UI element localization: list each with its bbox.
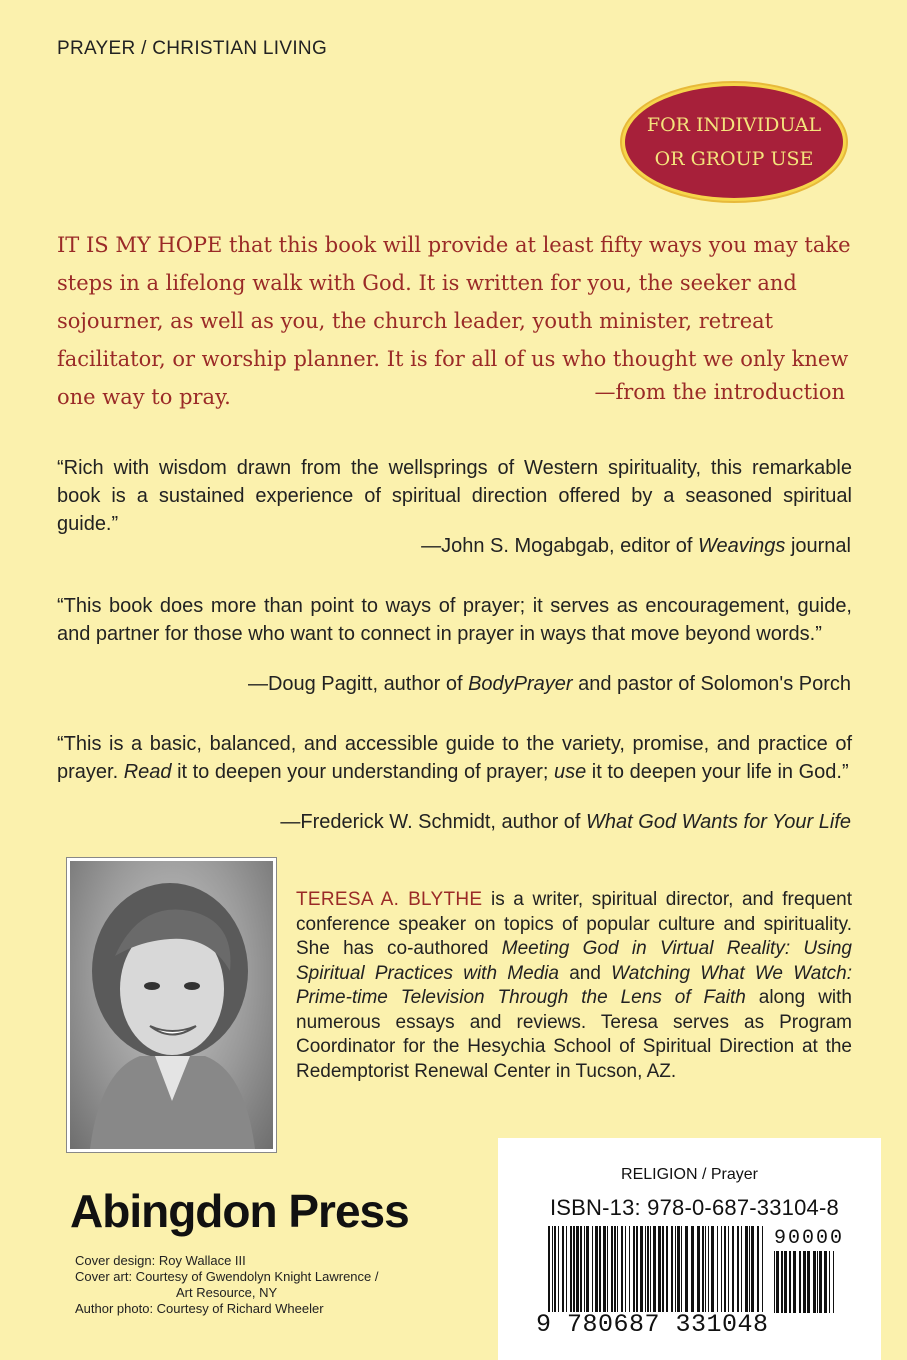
barcode-bar xyxy=(717,1226,718,1312)
attribution-text: —Frederick W. Schmidt, author of xyxy=(280,811,587,833)
author-name: TERESA A. BLYTHE xyxy=(296,889,483,910)
barcode-bar xyxy=(745,1226,748,1312)
barcode-bar xyxy=(705,1226,706,1312)
barcode-bar xyxy=(728,1226,729,1312)
publication-title: Weavings xyxy=(697,535,786,557)
barcode-bar xyxy=(570,1226,572,1312)
barcode-bar xyxy=(724,1226,726,1312)
barcode-bar xyxy=(833,1251,834,1313)
barcode-bar xyxy=(617,1226,618,1312)
barcode-bar xyxy=(614,1226,616,1312)
barcode-bar xyxy=(741,1226,742,1312)
publication-title: BodyPrayer xyxy=(468,673,573,695)
barcode-bar xyxy=(645,1226,646,1312)
barcode-bar xyxy=(580,1226,582,1312)
barcode-bar xyxy=(784,1251,787,1313)
publication-title: What God Wants for Your Life xyxy=(586,811,851,833)
barcode-bar xyxy=(607,1226,608,1312)
badge-line-2: OR GROUP USE xyxy=(654,148,814,170)
barcode-bar xyxy=(817,1251,818,1313)
barcode-digits: 9 780687 331048 xyxy=(536,1310,769,1339)
author-photo xyxy=(66,857,277,1153)
barcode-bar xyxy=(640,1226,643,1312)
barcode-bar xyxy=(685,1226,688,1312)
barcode-bar xyxy=(650,1226,651,1312)
barcode-bar xyxy=(666,1226,668,1312)
barcode-bar xyxy=(621,1226,623,1312)
author-bio xyxy=(296,888,852,1084)
attribution-text: —Doug Pagitt, author of xyxy=(247,673,469,695)
barcode-bar xyxy=(702,1226,704,1312)
credit-photo: Author photo: Courtesy of Richard Wheeler xyxy=(75,1301,324,1316)
endorsement-quote: “This book does more than point to ways of prayer; it serves as encouragement, guide, and partner for those who want to connect in prayer in ways that move beyond words.” xyxy=(57,595,852,645)
price-barcode xyxy=(774,1251,834,1313)
barcode-bar xyxy=(819,1251,822,1313)
barcode-bar xyxy=(691,1226,694,1312)
barcode-bar xyxy=(776,1251,779,1313)
barcode-bar xyxy=(799,1251,801,1313)
credit-art: Cover art: Courtesy of Gwendolyn Knight Lawrence / xyxy=(75,1269,379,1284)
barcode-bar xyxy=(629,1226,630,1312)
bio-text: and xyxy=(559,962,612,984)
barcode-bar xyxy=(592,1226,593,1312)
barcode-bar xyxy=(708,1226,709,1312)
barcode-bar xyxy=(636,1226,638,1312)
bisac-subject: RELIGION / Prayer xyxy=(621,1166,758,1183)
quote-text: it to deepen your understanding of prayer; xyxy=(171,761,554,783)
barcode-bar xyxy=(562,1226,564,1312)
barcode-bar xyxy=(603,1226,606,1312)
barcode-bar xyxy=(789,1251,791,1313)
barcode-bar xyxy=(611,1226,613,1312)
publisher-logo: Abingdon Press xyxy=(70,1185,409,1237)
barcode-bar xyxy=(566,1226,567,1312)
author-portrait-illustration xyxy=(70,861,273,1149)
barcode-bar xyxy=(807,1251,810,1313)
attribution-text: journal xyxy=(785,535,851,557)
endorsement-quote: “Rich with wisdom drawn from the wellsprings of Western spirituality, this remarkable book is a sustained experience of spiritual direction offered by a seasoned spiritual guide.” xyxy=(57,457,852,535)
barcode-bar xyxy=(576,1226,579,1312)
intro-text: that this book will provide at least fifty ways you may take steps in a lifelong walk with God. It is written for you, the seeker and sojourner, as well as you, the church leader, youth minister, retreat facilitator, or worship planner. It is for all of us who thought we only knew one way to pray. xyxy=(57,233,851,409)
barcode-bar xyxy=(558,1226,559,1312)
barcode-bar xyxy=(711,1226,714,1312)
quote-emphasis: use xyxy=(554,761,587,783)
barcode-bar xyxy=(781,1251,783,1313)
barcode-bar xyxy=(633,1226,635,1312)
barcode-bar xyxy=(552,1226,553,1312)
barcode-bar xyxy=(793,1251,796,1313)
barcode-bar xyxy=(677,1226,680,1312)
barcode-bar xyxy=(737,1226,739,1312)
isbn-label: ISBN-13: 978-0-687-33104-8 xyxy=(550,1195,839,1220)
barcode-bar xyxy=(751,1226,754,1312)
barcode-bar xyxy=(662,1226,664,1312)
barcode-bar xyxy=(586,1226,589,1312)
barcode-bar xyxy=(554,1226,556,1312)
book-title: Watching What We Watch: Prime-time Television Through the Lens of Faith xyxy=(296,962,852,1008)
book-title: Meeting God in Virtual Reality: Using Spiritual Practices with Media xyxy=(296,938,852,984)
barcode-bar xyxy=(675,1226,676,1312)
intro-lead: IT IS MY HOPE xyxy=(57,233,223,257)
barcode-bar xyxy=(829,1251,830,1313)
barcode-bar xyxy=(573,1226,575,1312)
endorsement-quote xyxy=(57,730,852,786)
attribution-text: —John S. Mogabgab, editor of xyxy=(421,535,698,557)
barcode-bar xyxy=(625,1226,626,1312)
barcode-bar xyxy=(824,1251,827,1313)
barcode-panel xyxy=(498,1138,881,1360)
endorsement-attribution xyxy=(0,811,851,834)
quote-text: it to deepen your life in God.” xyxy=(586,761,849,783)
barcode-bar xyxy=(757,1226,759,1312)
barcode-bar xyxy=(548,1226,550,1312)
quote-text: “This is a basic, balanced, and accessible guide to the variety, promise, and practice of prayer. xyxy=(57,733,852,783)
barcode-bar xyxy=(774,1251,775,1313)
bio-text: is a writer, spiritual director, and frequent conference speaker on topics of popular culture and spirituality. She has co-authored xyxy=(296,889,852,959)
barcode-bar xyxy=(762,1226,763,1312)
barcode-bar xyxy=(653,1226,656,1312)
barcode-bar xyxy=(658,1226,661,1312)
endorsement-attribution xyxy=(0,535,851,558)
barcode-bar xyxy=(749,1226,750,1312)
attribution-text: and pastor of Solomon's Porch xyxy=(572,673,851,695)
barcode-bar xyxy=(697,1226,700,1312)
barcode-bar xyxy=(647,1226,649,1312)
barcode-bar xyxy=(595,1226,598,1312)
bio-text: along with numerous essays and reviews. Teresa serves as Program Coordinator for the Hesychia School of Spiritual Direction at the Redemptorist Renewal Center in Tucson, AZ. xyxy=(296,987,852,1082)
barcode-bar xyxy=(813,1251,816,1313)
usage-badge xyxy=(625,86,843,198)
badge-line-1: FOR INDIVIDUAL xyxy=(646,114,822,136)
category-label: PRAYER / CHRISTIAN LIVING xyxy=(57,38,328,59)
credit-design: Cover design: Roy Wallace III xyxy=(75,1253,246,1268)
barcode-bar xyxy=(732,1226,734,1312)
isbn-barcode xyxy=(548,1226,763,1312)
barcode-bar xyxy=(803,1251,806,1313)
barcode-bar xyxy=(599,1226,601,1312)
barcode-bar xyxy=(671,1226,673,1312)
cover-credits xyxy=(75,1253,378,1317)
credit-art-source: Art Resource, NY xyxy=(176,1285,278,1300)
barcode-bar xyxy=(681,1226,682,1312)
endorsement-attribution xyxy=(0,673,851,696)
price-code: 90000 xyxy=(774,1227,845,1250)
barcode-bar xyxy=(584,1226,585,1312)
quote-emphasis: Read xyxy=(123,761,172,783)
intro-attribution: —from the introduction xyxy=(594,380,845,404)
barcode-bar xyxy=(721,1226,722,1312)
